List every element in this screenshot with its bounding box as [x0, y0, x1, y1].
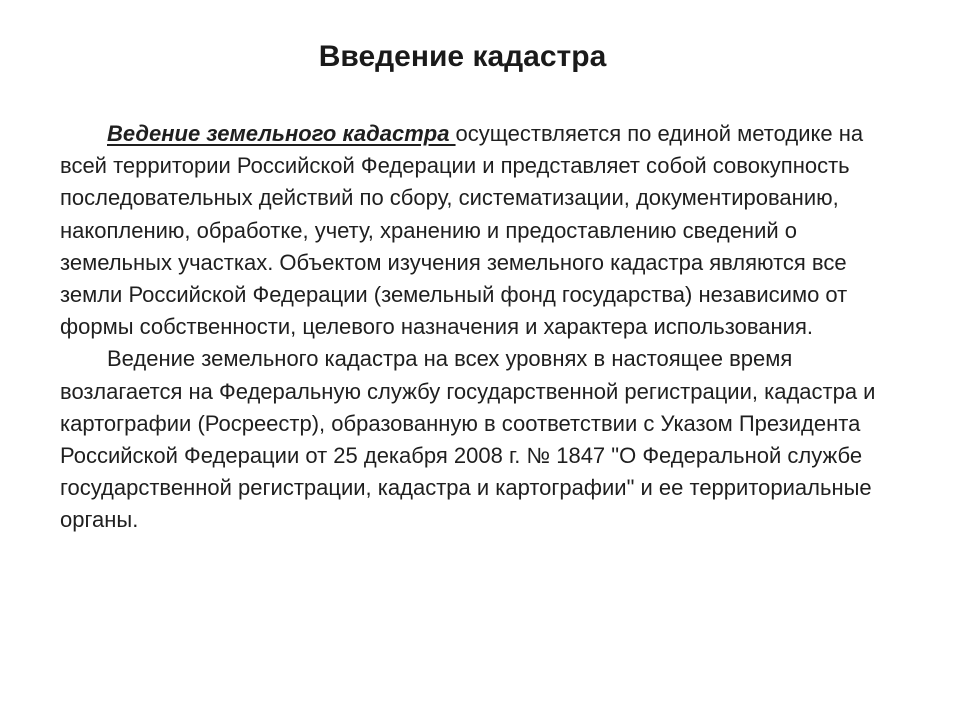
paragraph-2: [60, 343, 910, 536]
slide-title: Введение кадастра: [318, 40, 607, 73]
paragraph-1: [60, 118, 910, 343]
paragraph-1-text: осуществляется по единой методике на всей территории Российской Федерации и представляет собой совокупность последовательных действий по сбору, систематизации, документированию, накоплению, обработке, учету, хранению и предоставлению сведений о земельных участках. Объектом изучения земельного кадастра являются все земли Российской Федерации (земельный фонд государства) независимо от формы собственности, целевого назначения и характера использования.: [60, 121, 864, 340]
paragraph-2-text: Ведение земельного кадастра на всех уровнях в настоящее время возлагается на Федеральную службу государственной регистрации, кадастра и картографии (Росреестр), образованную в соответствии с Указом Президента Российской Федерации от 25 декабря 2008 г. № 1847 "О Федеральной службе государственной регистрации, кадастра и картографии" и ее территориальные органы.: [60, 346, 876, 533]
slide-body: [60, 118, 910, 537]
term-land-cadastre: Ведение земельного кадастра: [107, 121, 456, 146]
